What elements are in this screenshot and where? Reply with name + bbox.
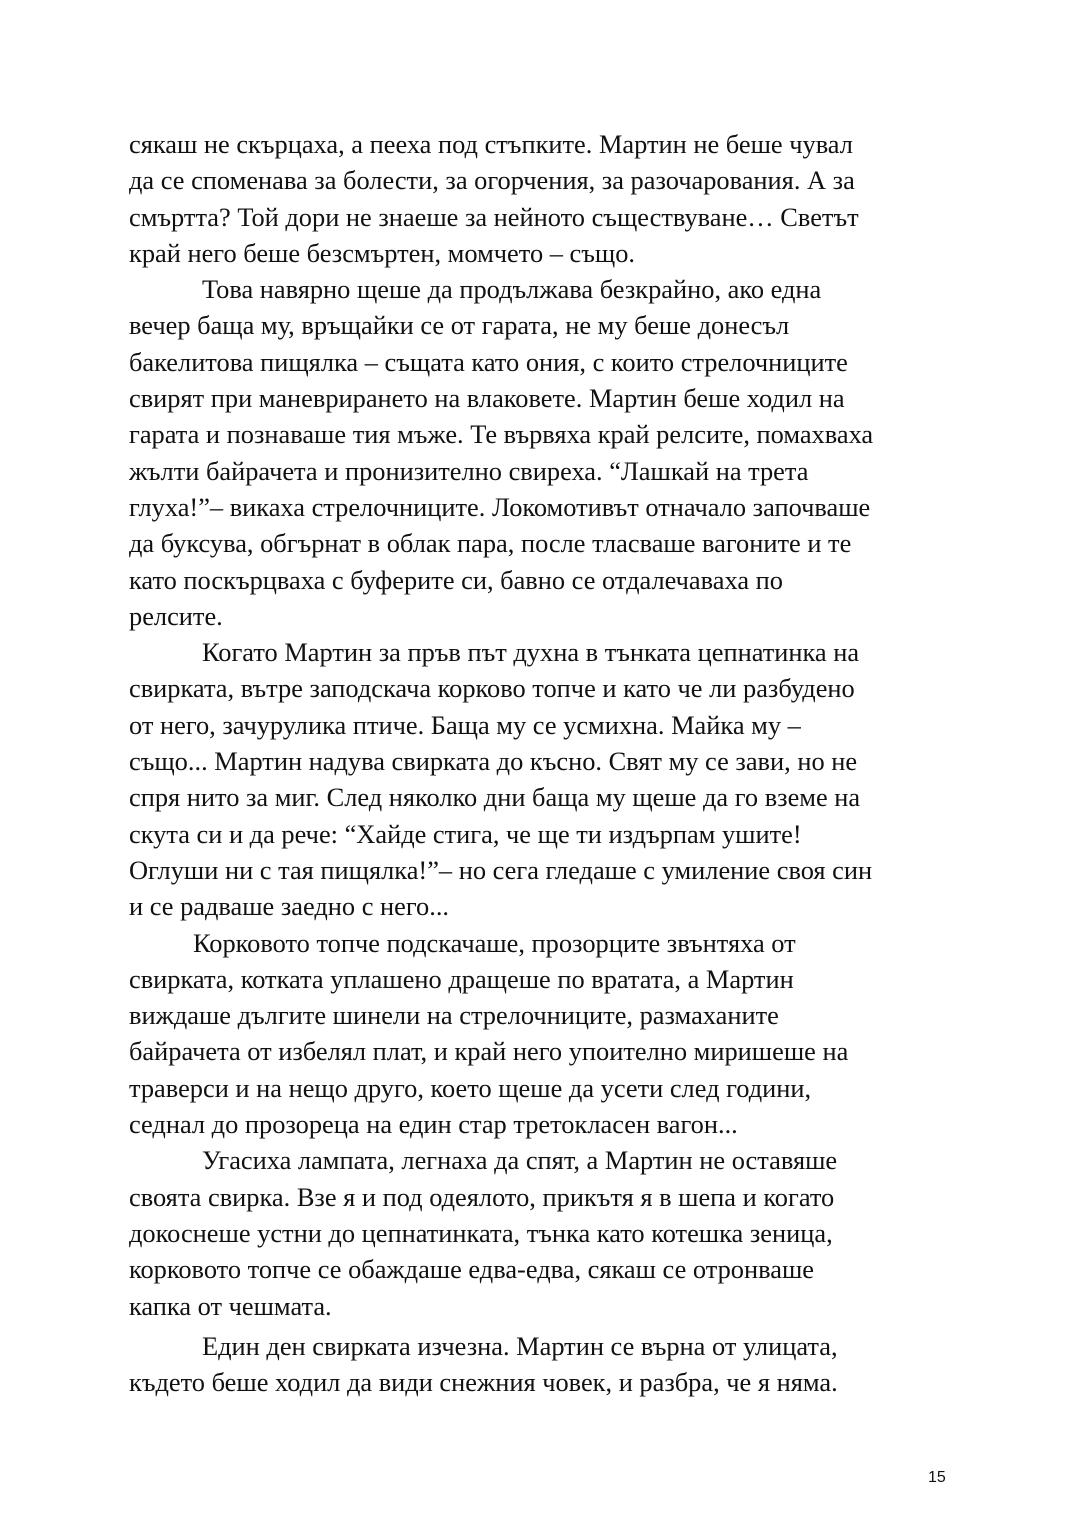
text-line: където беше ходил да види снежния човек, и разбра, че я няма. xyxy=(129,1367,838,1398)
text-line: свирят при маневрирането на влаковете. Мартин беше ходил на xyxy=(129,383,845,414)
text-line: Оглуши ни с тая пищялка!”– но сега гледаше с умиление своя син xyxy=(129,854,873,885)
text-line: корковото топче се обаждаше едва-едва, сякаш се отронваше xyxy=(129,1254,814,1285)
text-line: да се споменава за болести, за огорчения, за разочарования. А за xyxy=(129,165,855,196)
text-line: свирката, вътре заподскача корково топче и като че ли разбудено xyxy=(129,673,855,704)
paragraph-first-line: Угасиха лампата, легнаха да спят, а Мартин не оставяше xyxy=(202,1145,838,1176)
text-line: от него, зачурулика птиче. Баща му се усмихна. Майка му – xyxy=(129,709,801,740)
paragraph-first-line: Един ден свирката изчезна. Мартин се върна от улицата, xyxy=(202,1330,838,1361)
paragraph-first-line: Корковото топче подскачаше, прозорците звънтяха от xyxy=(193,927,796,958)
text-line: сякаш не скърцаха, а пееха под стъпките. Мартин не беше чувал xyxy=(129,129,853,159)
text-line: вечер баща му, връщайки се от гарата, не му беше донесъл xyxy=(129,310,790,341)
text-line: скута си и да рече: “Хайде стига, че ще ти издърпам ушите! xyxy=(129,818,802,849)
text-line: своята свирка. Взе я и под одеялото, прикътя я в шепа и когато xyxy=(129,1181,835,1212)
paragraph-first-line: Това навярно щеше да продължава безкрайно, ако една xyxy=(202,274,822,305)
text-line: свирката, котката уплашено дращеше по вратата, а Мартин xyxy=(129,963,794,994)
text-line: да буксува, обгърнат в облак пара, после тласваше вагоните и те xyxy=(129,528,852,559)
text-line: байрачета от избелял плат, и край него упоително миришеше на xyxy=(129,1036,849,1067)
text-line: също... Мартин надува свирката до късно. Свят му се зави, но не xyxy=(129,746,858,777)
text-line: капка от чешмата. xyxy=(129,1290,332,1321)
text-line: спря нито за миг. След няколко дни баща му щеше да го вземе на xyxy=(129,782,861,813)
page-number: 15 xyxy=(928,1469,946,1486)
text-line: и се радваше заедно с него... xyxy=(129,891,450,922)
text-line: като поскърцваха с буферите си, бавно се отдалечаваха по xyxy=(129,564,783,595)
text-line: докоснеше устни до цепнатинката, тънка като котешка зеница, xyxy=(129,1217,833,1248)
text-line: гарата и познаваше тия мъже. Те вървяха край релсите, помахваха xyxy=(129,419,874,450)
text-line: жълти байрачета и пронизително свиреха. “Лашкай на трета xyxy=(129,455,809,486)
paragraph-first-line: Когато Мартин за пръв път духна в тънката цепнатинка на xyxy=(202,637,860,668)
text-line: виждаше дългите шинели на стрелочниците, размаханите xyxy=(129,1000,779,1031)
text-line: смъртта? Той дори не знаеше за нейното съществуване… Светът xyxy=(129,201,859,232)
text-line: глуха!”– викаха стрелочниците. Локомотивът отначало започваше xyxy=(129,491,871,522)
text-line: край него беше безсмъртен, момчето – също. xyxy=(129,237,636,268)
text-line: траверси и на нещо друго, което щеше да усети след години, xyxy=(129,1072,812,1103)
text-line: седнал до прозореца на един стар третокласен вагон... xyxy=(129,1109,738,1140)
text-line: релсите. xyxy=(129,600,223,631)
text-line: бакелитова пищялка – същата като ония, с които стрелочниците xyxy=(129,346,848,377)
body-text xyxy=(129,126,959,1400)
